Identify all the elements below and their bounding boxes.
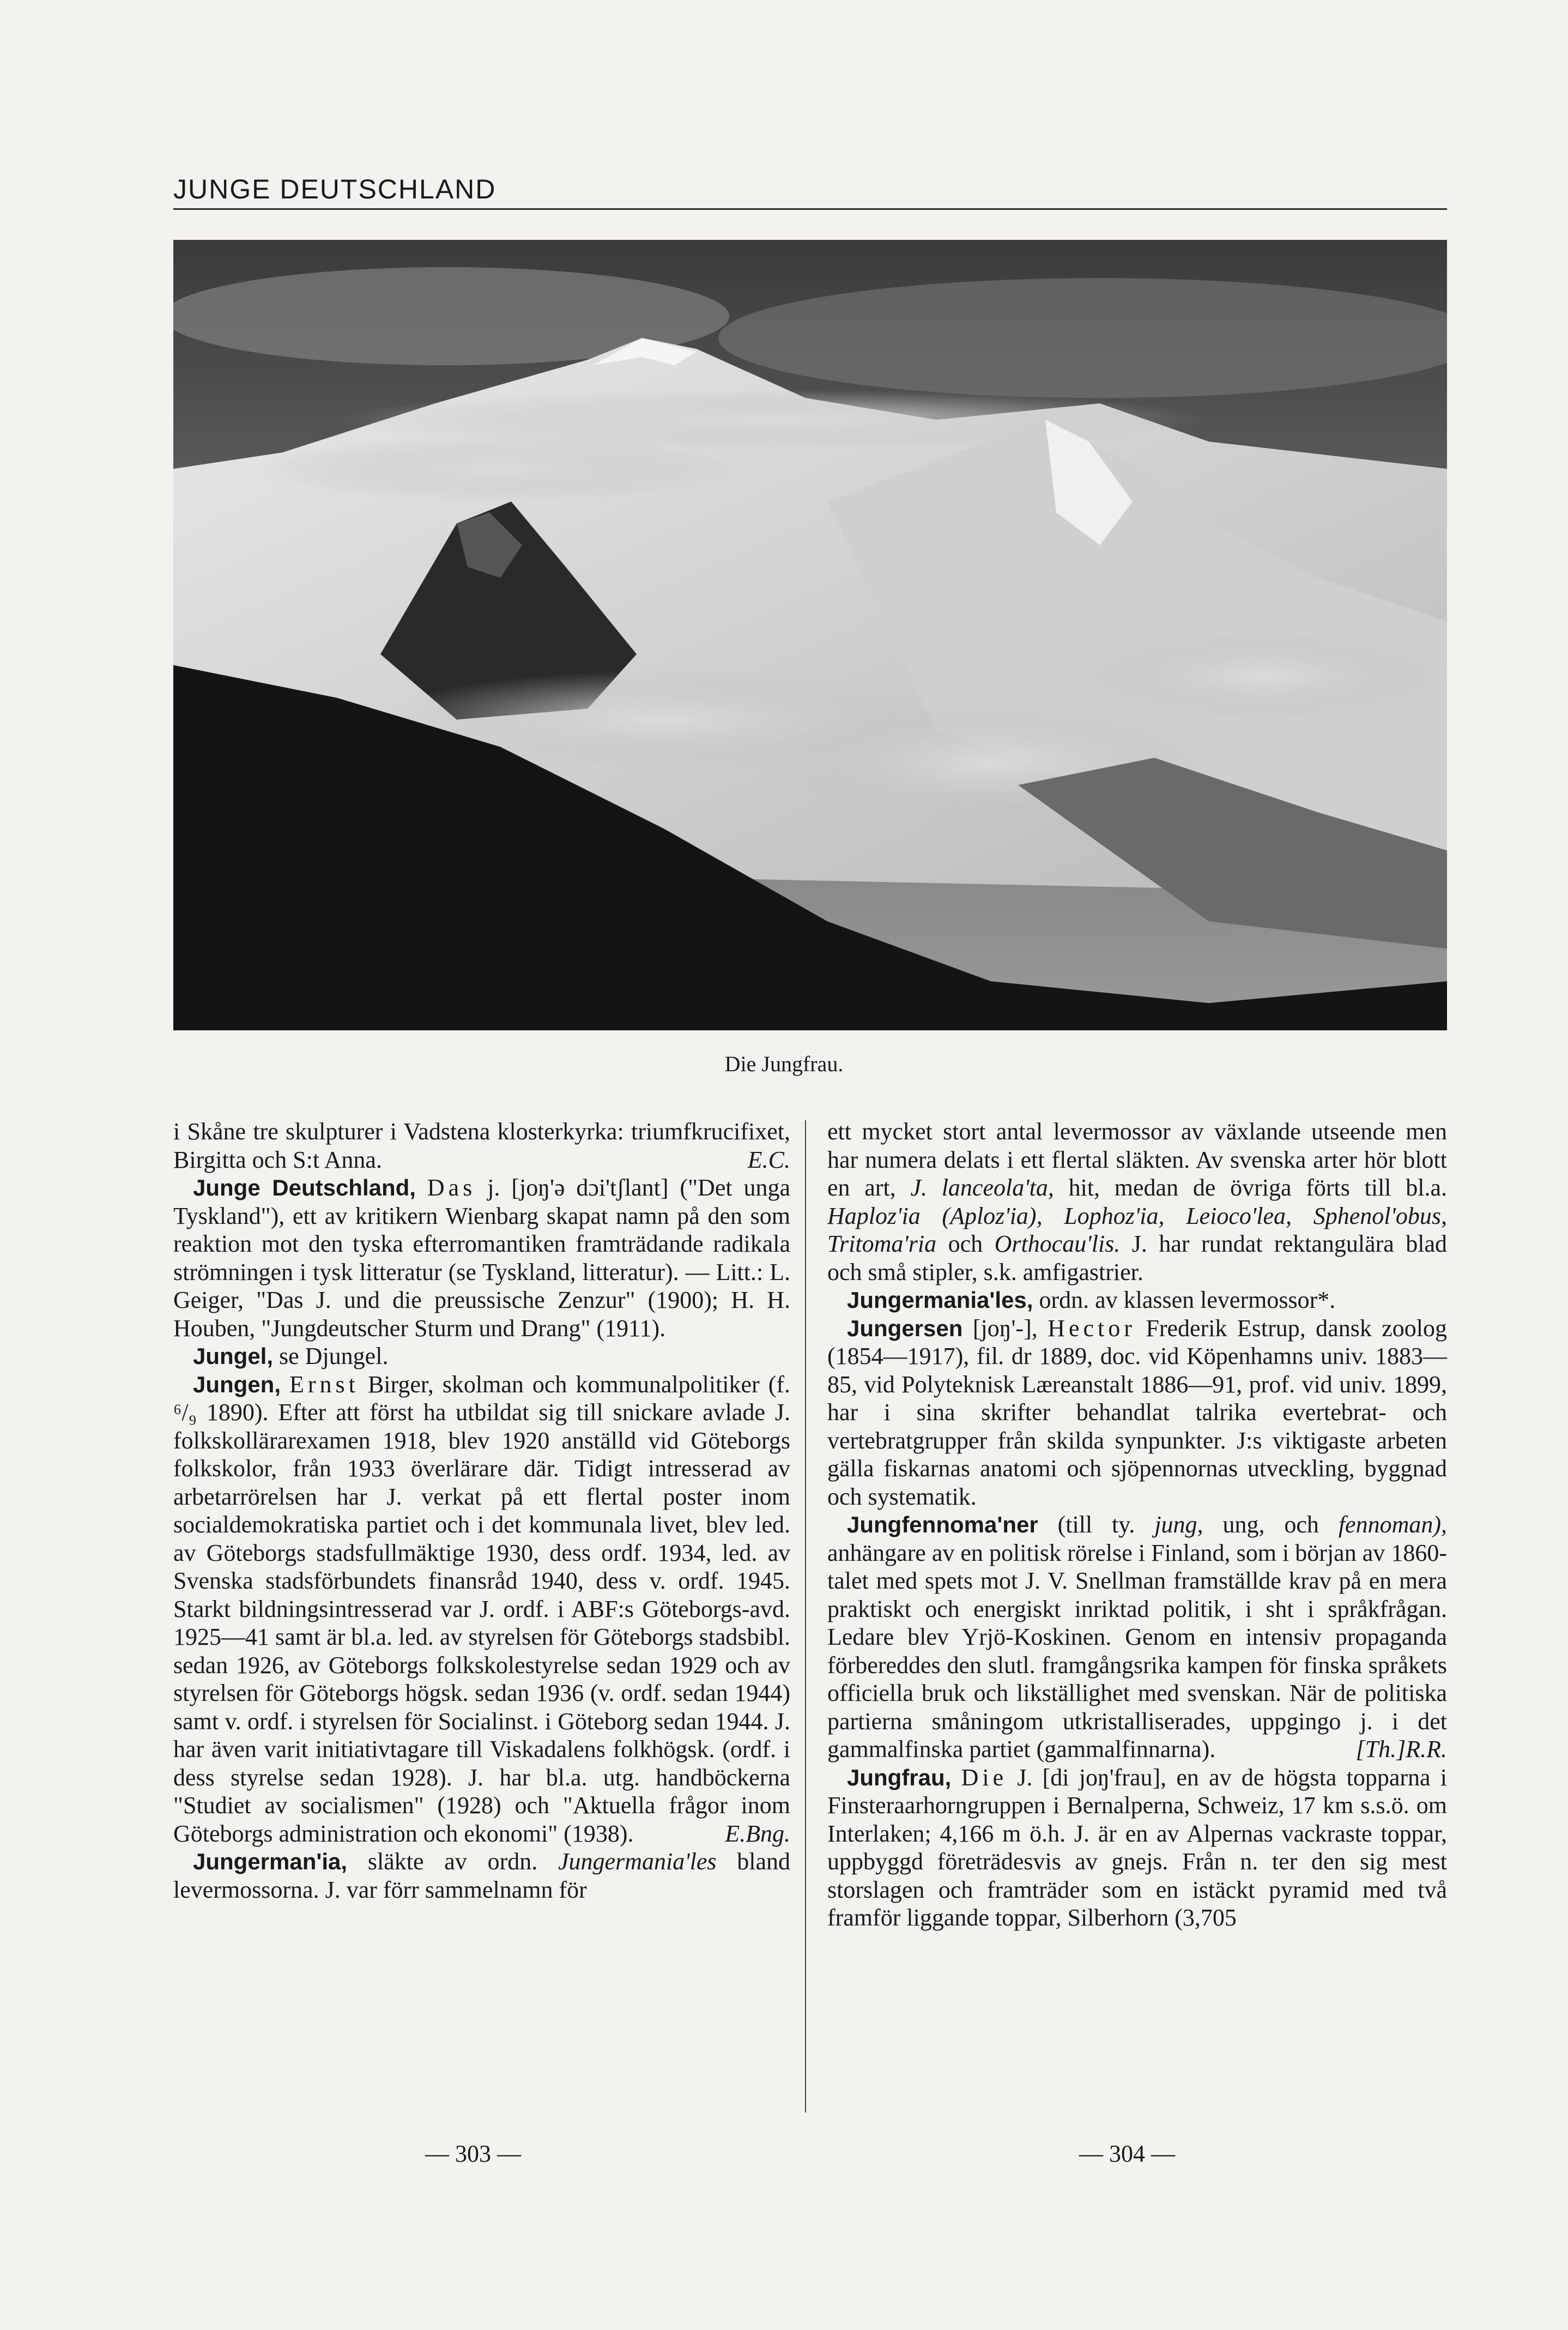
continued-paragraph: i Skåne tre skulpturer i Vadstena klosterkyrka: triumfkrucifixet, Birgitta och S:t Anna. E.C. [173, 1118, 790, 1173]
entry-jungermania: Jungerman'ia, släkte av ordn. Jungermania'les bland levermossorna. J. var förr sammelnamn för [173, 1848, 791, 1903]
entry-jungfrau: Jungfrau, Die J. [di joŋ'frau], en av de högsta topparna i Finsteraarhorngruppen i Bernalperna, Schweiz, 17 km s.s.ö. om Interlaken; 4,166 m ö.h. J. är en av Alpernas vackraste toppar, uppbyggd företrädesvis av gnejs. Från n. ter den sig mest storslagen och framträder som en istäckt pyramid med två framför liggande toppar, Silberhorn (3,705 [827, 1764, 1448, 1931]
headword: Jungel, [193, 1343, 274, 1369]
entry-jungersen: Jungersen [joŋ'-], Hector Frederik Estrup, dansk zoolog (1854—1917), fil. dr 1889, doc. vid Köpenhamns univ. 1883—85, vid Polyteknisk Læreanstalt 1886—91, prof. vid univ. 1899, har i sina skrifter behandlat talrika evertebrat- och vertebratgrupper från skilda synpunkter. J:s viktigaste arbeten gälla fiskarnas anatomi och sjöpennornas utveckling, byggnad och systematik. [827, 1314, 1448, 1510]
entry-jungfennomaner: Jungfennoma'ner (till ty. jung, ung, och fennoman), anhängare av en politisk rörelse i Finland, som i början av 1860-talet med spets mot J. V. Snellman framställde krav på en mera praktiskt och energiskt inriktad politik, i sht i språkfrågan. Ledare blev Yrjö-Koskinen. Genom en intensiv propaganda förbereddes den slutl. framgångsrika kampen för finska språkets officiella bruk och likställighet med svenskan. När de politiska partierna småningom utkristalliserades, uppgingo j. i det gammalfinska partiet (gammalfinnarna). [Th.]R.R. [827, 1511, 1447, 1762]
jungfrau-photograph [173, 240, 1447, 1030]
author-signature: E.Bng. [725, 1820, 790, 1847]
headword: Jungermania'les, [847, 1287, 1033, 1313]
headword: Jungfennoma'ner [847, 1512, 1038, 1537]
headword: Jungersen [847, 1315, 963, 1341]
entry-junge-deutschland: Junge Deutschland, Das j. [joŋ'ə dɔi'tʃlant] ("Det unga Tyskland"), ett av kritikern Wienbarg skapat namn på den som reaktion mot den tyska efterromantiken framträdande radikala strömningen i tysk litteratur (se Tyskland, litteratur). — Litt.: L. Geiger, "Das J. und die preussische Zenzur" (1900); H. H. Houben, "Jungdeutscher Sturm und Drang" (1911). [173, 1174, 791, 1342]
page-number-right: — 304 — [1079, 2140, 1175, 2167]
author-signature: E.C. [747, 1146, 790, 1173]
photo-caption: Die Jungfrau. [724, 1052, 844, 1076]
headword: Junge Deutschland, [193, 1175, 416, 1200]
right-column [827, 1118, 1447, 1932]
entry-jungen: Jungen, Ernst Birger, skolman och kommunalpolitiker (f. ⁶/₉ 1890). Efter att först ha utbildat sig till snickare avlade J. folkskollärarexamen 1918, blev 1920 anställd vid Göteborgs folkskolor, från 1933 överlärare där. Tidigt intresserad av arbetarrörelsen har J. verkat på ett flertal poster inom socialdemokratiska partiet och i det kommunala livet, blev led. av Göteborgs stadsfullmäktige 1930, dess ordf. 1934, led. av Svenska stadsförbundets finansråd 1940, dess v. ordf. 1945. Starkt bildningsintresserad var J. ordf. i ABF:s Göteborgs-avd. 1925—41 samt är bl.a. led. av styrelsen för Göteborgs stadsbibl. sedan 1926, av Göteborgs folkskolestyrelse sedan 1929 och av styrelsen för Göteborgs högsk. sedan 1936 (v. ordf. sedan 1944) samt v. ordf. i styrelsen för Socialinst. i Göteborg sedan 1944. J. har även varit initiativtagare till Viskadalens folkhögsk. (ordf. i dess styrelse sedan 1928). J. har bl.a. utg. handböckerna "Studiet av socialismen" (1928) och "Aktuella frågor inom Göteborgs administration och ekonomi" (1938). E.Bng. [173, 1371, 791, 1847]
headword: Jungerman'ia, [193, 1849, 348, 1874]
author-signature: [Th.]R.R. [1355, 1736, 1447, 1762]
left-column [173, 1118, 790, 1904]
entry-jungermaniales: Jungermania'les, ordn. av klassen levermossor*. [847, 1287, 1336, 1313]
page-number-left: — 303 — [425, 2140, 521, 2167]
running-head: JUNGE DEUTSCHLAND [173, 174, 497, 204]
entry-jungel: Jungel, se Djungel. [193, 1343, 389, 1369]
column-divider [805, 1120, 806, 2112]
headword: Jungen, [193, 1371, 281, 1397]
continued-paragraph: ett mycket stort antal levermossor av växlande utseende men har numera delats i ett flertal släkten. Av svenska arter hör blott en art, J. lanceola'ta, hit, medan de övriga förts till bl.a. Haploz'ia (Aploz'ia), Lophoz'ia, Leioco'lea, Sphenol'obus, Tritoma'ria och Orthocau'lis. J. har rundat rektangulära blad och små stipler, s.k. amfigastrier. [827, 1118, 1448, 1285]
headword: Jungfrau, [847, 1764, 952, 1790]
header-rule [173, 208, 1447, 210]
